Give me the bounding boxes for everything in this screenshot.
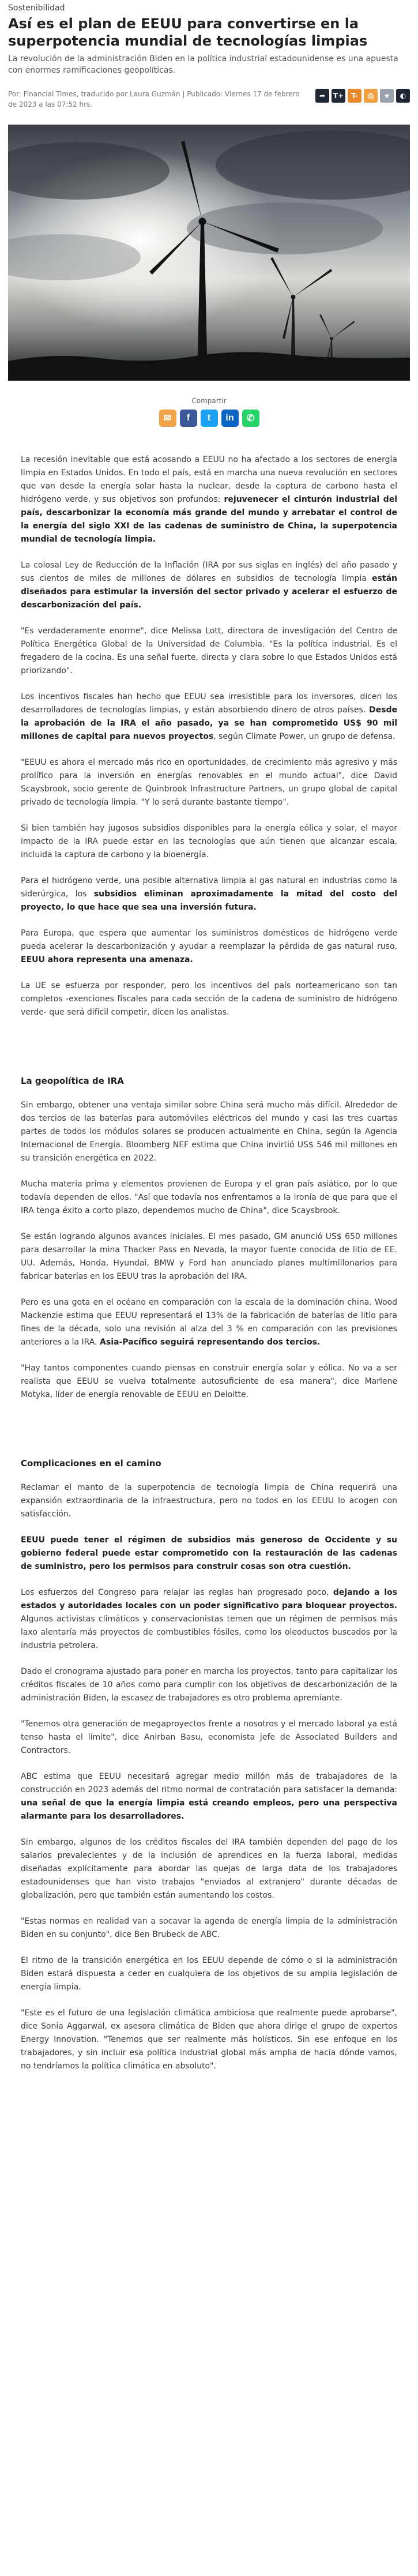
paragraph-text: , según Climate Power, un grupo de defensa. [213,732,396,741]
paragraph-text: Mucha materia prima y elementos provienen de Europa y el gran país asiático, por lo que todavía dependen de ellos. "Así que todavía nos enfrentamos a la ironía de que para que el IRA tenga éxito a corto plazo, dependemos mucho de China", dice Scaysbrook. [21,1180,397,1215]
paragraph-text: "Hay tantos componentes cuando piensas en construir energía solar y eólica. No va a ser realista que EEUU se vuelva totalmente autosuficiente de esa manera", dice Marlene Motyka, líder de energía renovable de EEUU en Deloitte. [21,1364,397,1399]
emphasis-text: están diseñados para estimular la inversión del sector privado y acelerar el esfuerzo de descarbonización del país. [21,574,397,610]
paragraph-text: La recesión inevitable que está acosando a EEUU no ha afectado a los sectores de energía limpia en Estados Unidos. En todo el país, está en marcha una nueva revolución en sectores que van desde la energía solar hasta la nuclear, desde la captura de carbono hasta el hidrógeno verde, y sus objetivos son profundos: [21,455,397,504]
linkedin-icon[interactable]: in [221,410,239,427]
paragraph-text: El ritmo de la transición energética en los EEUU depende de cómo o si la administración Biden estará dispuesta a ceder en cualquiera de los objetivos de su amplia legislación de energía limpia. [21,1956,397,1992]
section-heading: Complicaciones en el camino [21,1458,161,1469]
emphasis-text: EEUU ahora representa una amenaza. [21,955,193,964]
paragraph-text: Se están logrando algunos avances iniciales. El mes pasado, GM anunció US$ 650 millones para desarrollar la mina Thacker Pass en Nevada, la mayor fuente conocida de litio de EE. UU. Además, Honda, Hyundai, BMW y Ford han anunciado planes multimillonarios para fabricar baterías en los EEUU tras la aprobación del IRA. [21,1232,397,1281]
emphasis-text: una señal de que la energía limpia está creando empleos, pero una perspectiva alarmante para los desarrolladores. [21,1798,397,1821]
article-subtitle: La revolución de la administración Biden en la política industrial estadounidense es una apuesta con enormes ramificaciones geopolíticas. [8,54,398,75]
paragraph-text: Reclamar el manto de la superpotencia de tecnología limpia de China requerirá una expansión extraordinaria de la infraestructura, pero no todos en los EEUU lo acogen con satisfacción. [21,1483,397,1519]
paragraph-text: La colosal Ley de Reducción de la Inflación (IRA por sus siglas en inglés) del año pasado y sus cientos de miles de millones de dólares en subsidios de tecnología limpia [21,561,397,583]
paragraph-text: ABC estima que EEUU necesitará agregar medio millón más de trabajadores de la construcción en 2023 además del ritmo normal de contratación para satisfacer la demanda: [21,1772,397,1794]
email-icon[interactable]: ✉ [159,410,176,427]
byline-row [8,89,410,118]
paragraph-text: Dado el cronograma ajustado para poner en marcha los proyectos, tanto para capitalizar los créditos fiscales de 10 años como para cumplir con los objetivos de descarbonización de la administración Biden, la escasez de trabajadores es otro problema apremiante. [21,1667,397,1703]
paragraph-text: Sin embargo, algunos de los créditos fiscales del IRA también dependen del pago de los salarios prevalecientes y de la inclusión de aprendices en la fuerza laboral, medidas diseñadas explícitamente para abordar las quejas de larga data de los trabajadores estadounidenses que han visto trabajos "enviados al extranjero" durante décadas de globalización, pero que también están aumentando los costos. [21,1838,397,1900]
article-paragraph [21,1665,397,1705]
article-paragraph [21,1954,397,1994]
share-block [8,397,410,427]
emphasis-text: subsidios eliminan aproximadamente la mitad del costo del proyecto, lo que hace que sea una inversión futura. [21,889,397,912]
share-buttons [8,410,410,427]
article-paragraph [21,1230,397,1283]
article-paragraph [21,559,397,612]
article-paragraph [21,927,397,967]
paragraph-text: "Tenemos otra generación de megaproyectos frente a nosotros y el mercado laboral ya está tenso hasta el límite", dice Anirban Basu, economista jefe de Associated Builders and Contractors. [21,1719,397,1755]
article-paragraph [21,822,397,862]
article-paragraph [21,1586,397,1653]
paragraph-text: Si bien también hay jugosos subsidios disponibles para la energía eólica y solar, el mayor impacto de la IRA puede estar en las tecnologías que aún tienen que alcanzar escala, incluida la captura de carbono y la bioenergía. [21,824,397,859]
article-paragraph [21,874,397,914]
article-toolbar [315,89,410,103]
section-heading: La geopolítica de IRA [21,1076,124,1086]
contrast-icon[interactable]: ◐ [396,89,410,103]
article-paragraph [21,690,397,743]
section-label[interactable]: Sostenibilidad [8,3,65,13]
article-paragraph [21,1296,397,1349]
article-paragraph [21,979,397,1019]
article-paragraph [21,2007,397,2073]
facebook-icon[interactable]: f [180,410,197,427]
paragraph-text: Sin embargo, obtener una ventaja similar sobre China será mucho más difícil. Alrededor de dos tercios de las baterías para automóviles eléctricos del mundo y casi las tres cuartas partes de todos los módulos solares se producen actualmente en China, según la Agencia Internacional de Energía. Bloomberg NEF estima que China invirtió US$ 546 mil millones en su transición energética en 2022. [21,1101,397,1163]
section-spacer [21,1414,397,1458]
share-label: Compartir [191,397,227,405]
paragraph-text: La UE se esfuerza por responder, pero los incentivos del país norteamericano son tan completos -exenciones fiscales para cada sección de la cadena de suministro de hidrógeno verde- que será difícil competir, dicen los analistas. [21,981,397,1017]
article-paragraph [21,1718,397,1758]
section-spacer [21,1032,397,1076]
article-paragraph [21,1178,397,1218]
font-decrease-button[interactable]: T- [348,89,361,103]
paragraph-text: Los incentivos fiscales han hecho que EEUU sea irresistible para los inversores, dicen los desarrolladores de tecnologías limpias, y están absorbiendo dinero de otros países. [21,692,397,715]
emphasis-text: rejuvenecer el cinturón industrial del país, descarbonizar la economía más grande del mundo y arrebatar el control de la energía del siglo XXI de las cadenas de suministro de China, la superpotencia mundial de tecnología limpia. [21,495,397,544]
article-paragraph [21,756,397,809]
article-paragraph [21,1915,397,1942]
paragraph-text: Para el hidrógeno verde, una posible alternativa limpia al gas natural en industrias como la siderúrgica, los [21,876,397,899]
paragraph-text: Los esfuerzos del Congreso para relajar las reglas han progresado poco, [21,1588,333,1597]
paragraph-text: Algunos activistas climáticos y conservacionistas temen que un régimen de permisos más laxo alentaría más proyectos de combustibles fósiles, como los oleoductos buscados por la industria petrolera. [21,1614,397,1650]
print-icon[interactable]: ⎙ [364,89,378,103]
whatsapp-icon[interactable]: ✆ [242,410,259,427]
paragraph-text: "EEUU es ahora el mercado más rico en oportunidades, de crecimiento más agresivo y más prolífico para la inversión en energías renovables en el mundo actual", dice David Scaysbrook, socio gerente de Quinbrook Infrastructure Partners, un grupo global de capital privado de tecnología limpia. "Y lo será durante bastante tiempo". [21,758,397,807]
paragraph-text: "Este es el futuro de una legislación climática ambiciosa que realmente puede aprobarse", dice Sonia Aggarwal, ex asesora climática de Biden que ahora dirige el grupo de expertos Energy Innovation. "Tenemos que ser realmente más holísticos. Sin ese enfoque en los trabajadores, y sin incluir esa política industrial global más amplia de hacia dónde vamos, no tendríamos la política climática en absoluto". [21,2008,397,2071]
share-arrow-icon[interactable]: ➦ [315,89,329,103]
article-paragraph [21,1481,397,1521]
paragraph-text: Pero es una gota en el océano en comparación con la escala de la dominación china. Wood Mackenzie estima que EEUU representará el 13% de la fabricación de baterías de litio para fines de la década, solo una revisión al alza del 3 % en comparación con las previsiones anteriores a la IRA. [21,1298,397,1347]
article-paragraph [21,1099,397,1165]
article-paragraph [21,1836,397,1902]
article-paragraph [21,453,397,546]
twitter-icon[interactable]: t [201,410,218,427]
emphasis-text: Desde la aprobación de la IRA el año pasado, ya se han comprometido US$ 90 mil millones de capital para nuevos proyectos [21,705,397,741]
article-paragraph [21,1770,397,1823]
article-body [8,453,410,2073]
byline: Por: Financial Times, traducido por Laura Guzmán | Publicado: Viernes 17 de febrero de 2023 a las 07:52 hrs. [8,90,300,108]
article-paragraph [21,625,397,678]
emphasis-text: EEUU puede tener el régimen de subsidios más generoso de Occidente y su gobierno federal puede estar comprometido con la restauración de las cadenas de suministro, pero los permisos para construir cosas son otra cuestión. [21,1535,397,1571]
emphasis-text: Asia-Pacífico seguirá representando dos tercios. [100,1338,321,1347]
article-headline: Así es el plan de EEUU para convertirse en la superpotencia mundial de tecnologías limpias [8,16,368,49]
article-paragraph [21,1534,397,1574]
paragraph-text: Para Europa, que espera que aumentar los suministros domésticos de hidrógeno verde pueda acelerar la descarbonización y ayudar a reemplazar la pérdida de gas natural ruso, [21,929,397,951]
paragraph-text: "Es verdaderamente enorme", dice Melissa Lott, directora de investigación del Centro de Política Energética Global de la Universidad de Columbia. "Es la política industrial. Es el fregadero de la cocina. Es una señal fuerte, directa y clara sobre lo que Estados Unidos está priorizando". [21,626,397,675]
paragraph-text: "Estas normas en realidad van a socavar la agenda de energía limpia de la administración Biden en su conjunto", dice Ben Brubeck de ABC. [21,1917,397,1939]
font-increase-button[interactable]: T+ [332,89,345,103]
save-star-icon[interactable]: ★ [380,89,394,103]
emphasis-text: dejando a los estados y autoridades locales con un poder significativo para bloquear proyectos. [21,1588,397,1610]
hero-image [8,125,410,381]
article-paragraph [21,1362,397,1402]
